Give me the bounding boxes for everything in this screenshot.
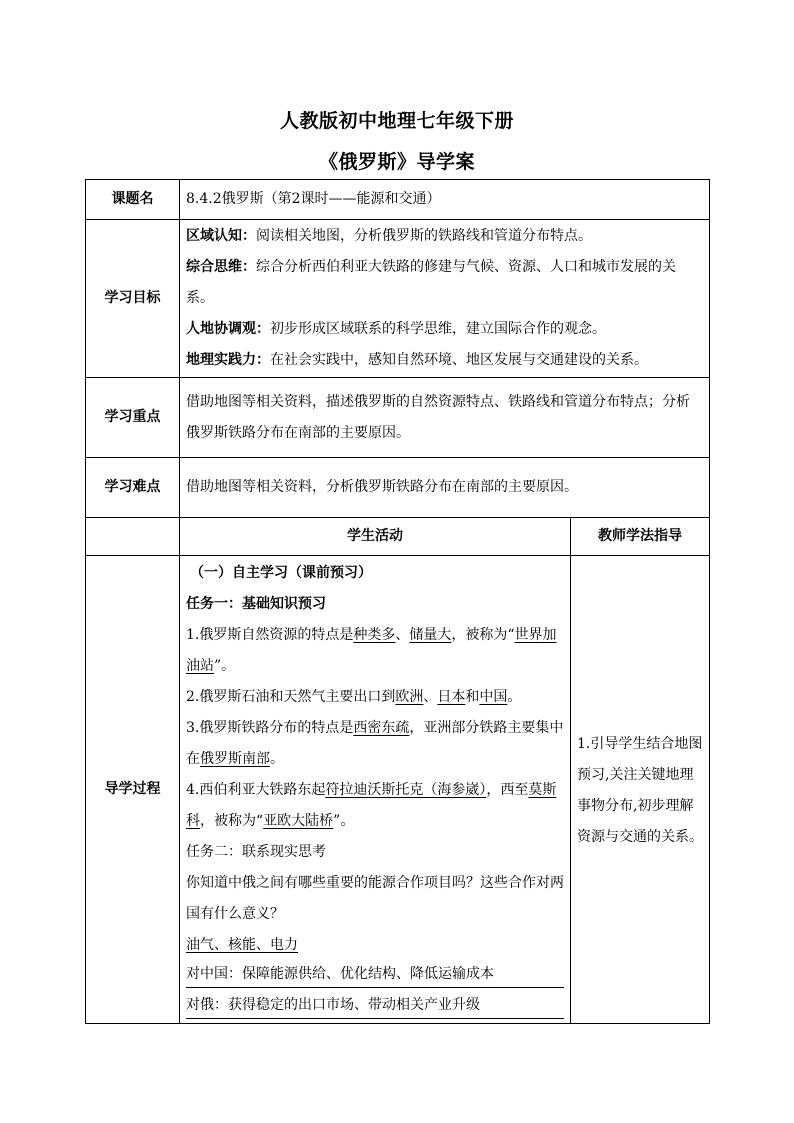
question-1: 1.俄罗斯自然资源的特点是种类多、储量大，被称为“世界加油站”。 bbox=[186, 627, 557, 674]
activity-header-row bbox=[86, 518, 710, 556]
question-4: 4.西伯利亚大铁路东起符拉迪沃斯托克（海参崴），西至莫斯科，被称为“亚欧大陆桥”。 bbox=[186, 782, 557, 829]
topic-label: 课题名 bbox=[86, 180, 180, 220]
goals-row bbox=[86, 220, 710, 378]
process-row bbox=[86, 556, 710, 1024]
goal-item: 人地协调观：初步形成区域联系的科学思维，建立国际合作的观念。 bbox=[186, 321, 606, 337]
focus-label: 学习重点 bbox=[86, 378, 180, 458]
section-heading: （一）自主学习（课前预习） bbox=[190, 565, 372, 581]
task-heading: 任务一：基础知识预习 bbox=[186, 596, 326, 612]
goal-item: 地理实践力：在社会实践中，感知自然环境、地区发展与交通建设的关系。 bbox=[186, 352, 648, 368]
answer-line: 对俄：获得稳定的出口市场、带动相关产业升级 bbox=[186, 992, 564, 1019]
document-subtitle: 《俄罗斯》导学案 bbox=[318, 151, 475, 173]
difficulty-value: 借助地图等相关资料，分析俄罗斯铁路分布在南部的主要原因。 bbox=[180, 458, 710, 518]
difficulty-row bbox=[86, 458, 710, 518]
topic-row bbox=[86, 180, 710, 220]
focus-row bbox=[86, 378, 710, 458]
question-3: 3.俄罗斯铁路分布的特点是西密东疏，亚洲部分铁路主要集中在俄罗斯南部。 bbox=[186, 720, 564, 767]
goals-label: 学习目标 bbox=[86, 220, 180, 378]
goals-content bbox=[180, 220, 710, 378]
student-activity-header: 学生活动 bbox=[180, 518, 571, 556]
document-title: 人教版初中地理七年级下册 bbox=[279, 110, 514, 132]
student-activity-content bbox=[180, 556, 571, 1024]
lesson-plan-table bbox=[85, 179, 710, 1024]
answer-line: 对中国：保障能源供给、优化结构、降低运输成本 bbox=[186, 961, 564, 988]
topic-value: 8.4.2俄罗斯（第2课时——能源和交通） bbox=[180, 180, 710, 220]
goal-item: 区域认知：阅读相关地图，分析俄罗斯的铁路线和管道分布特点。 bbox=[186, 228, 592, 244]
task-heading-2: 任务二：联系现实思考 bbox=[186, 844, 326, 860]
teacher-guidance-content: 1.引导学生结合地图预习,关注关键地理事物分布,初步理解资源与交通的关系。 bbox=[571, 556, 710, 1024]
process-label: 导学过程 bbox=[86, 556, 180, 1024]
activity-header-blank bbox=[86, 518, 180, 556]
difficulty-label: 学习难点 bbox=[86, 458, 180, 518]
answer-line: 油气、核能、电力 bbox=[186, 937, 298, 953]
question-2: 2.俄罗斯石油和天然气主要出口到欧洲、日本和中国。 bbox=[186, 689, 522, 705]
goal-item: 综合思维：综合分析西伯利亚大铁路的修建与气候、资源、人口和城市发展的关系。 bbox=[186, 259, 676, 306]
teacher-guidance-header: 教师学法指导 bbox=[571, 518, 710, 556]
reflection-question: 你知道中俄之间有哪些重要的能源合作项目吗？这些合作对两国有什么意义？ bbox=[186, 875, 564, 922]
focus-value: 借助地图等相关资料，描述俄罗斯的自然资源特点、铁路线和管道分布特点；分析俄罗斯铁路分布在南部的主要原因。 bbox=[180, 378, 710, 458]
